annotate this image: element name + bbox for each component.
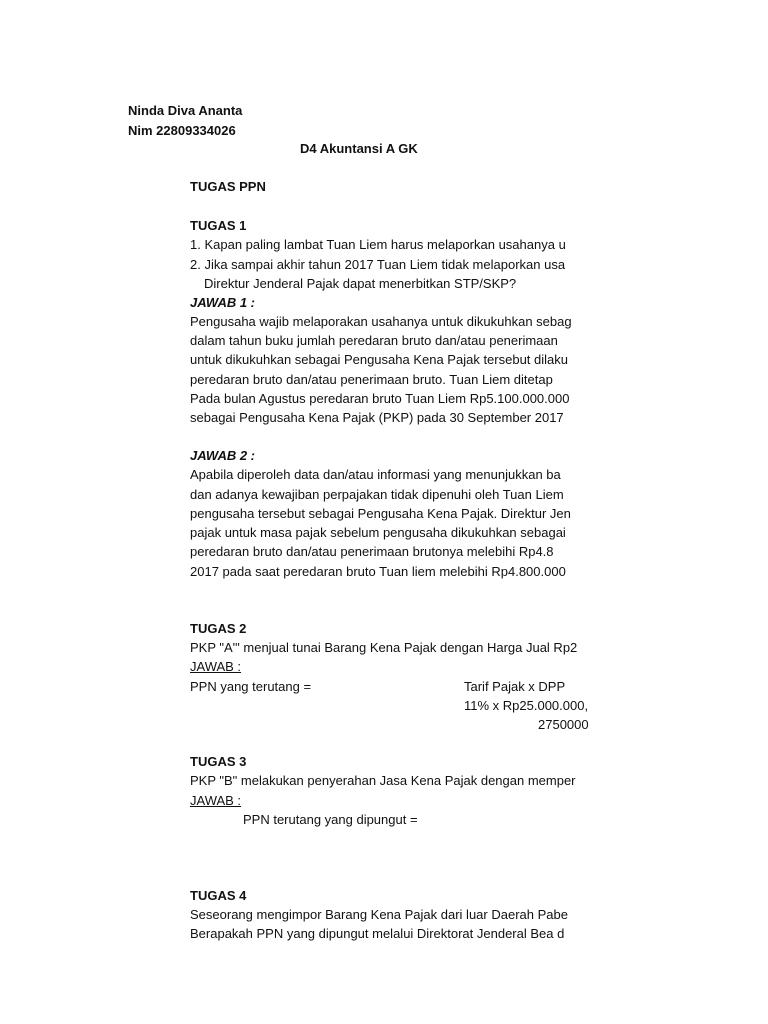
jawab2-line: pajak untuk masa pajak sebelum pengusaha dikukuhkan sebagai — [190, 525, 566, 540]
tugas2-formula: Tarif Pajak x DPP — [464, 679, 566, 694]
page-title: TUGAS PPN — [190, 179, 266, 194]
tugas2-heading: TUGAS 2 — [190, 621, 247, 636]
jawab1-line: Pada bulan Agustus peredaran bruto Tuan Liem Rp5.100.000.000 — [190, 391, 570, 406]
jawab2-line: pengusaha tersebut sebagai Pengusaha Kena Pajak. Direktur Jen — [190, 506, 571, 521]
tugas3-jawab-label: JAWAB : — [190, 793, 242, 808]
student-name: Ninda Diva Ananta — [128, 103, 243, 118]
tugas4-question-line-1: Seseorang mengimpor Barang Kena Pajak dari luar Daerah Pabe — [190, 907, 568, 922]
tugas4-heading: TUGAS 4 — [190, 888, 247, 903]
jawab2-line: 2017 pada saat peredaran bruto Tuan liem melebihi Rp4.800.000 — [190, 564, 566, 579]
tugas2-jawab-label: JAWAB : — [190, 659, 242, 674]
tugas2-result: 2750000 — [538, 717, 589, 732]
jawab1-line: peredaran bruto dan/atau penerimaan bruto. Tuan Liem ditetap — [190, 372, 553, 387]
jawab1-line: sebagai Pengusaha Kena Pajak (PKP) pada 30 September 2017 — [190, 410, 564, 425]
class-label: D4 Akuntansi A GK — [300, 141, 418, 156]
jawab2-line: peredaran bruto dan/atau penerimaan brutonya melebihi Rp4.8 — [190, 544, 554, 559]
jawab1-label: JAWAB 1 : — [190, 295, 256, 310]
jawab2-line: dan adanya kewajiban perpajakan tidak dipenuhi oleh Tuan Liem — [190, 487, 564, 502]
tugas1-question-2: 2. Jika sampai akhir tahun 2017 Tuan Liem tidak melaporkan usa — [190, 257, 566, 272]
jawab2-label: JAWAB 2 : — [190, 448, 256, 463]
tugas1-question-1: 1. Kapan paling lambat Tuan Liem harus melaporkan usahanya u — [190, 237, 566, 252]
jawab1-line: untuk dikukuhkan sebagai Pengusaha Kena Pajak tersebut dilaku — [190, 352, 568, 367]
tugas2-calculation: 11% x Rp25.000.000, — [464, 698, 589, 713]
tugas3-ppn-label: PPN terutang yang dipungut = — [243, 812, 418, 827]
tugas3-question: PKP "B" melakukan penyerahan Jasa Kena Pajak dengan memper — [190, 773, 576, 788]
tugas3-heading: TUGAS 3 — [190, 754, 247, 769]
tugas2-ppn-label: PPN yang terutang = — [190, 679, 312, 694]
tugas1-heading: TUGAS 1 — [190, 218, 247, 233]
tugas4-question-line-2: Berapakah PPN yang dipungut melalui Direktorat Jenderal Bea d — [190, 926, 565, 941]
jawab2-line: Apabila diperoleh data dan/atau informasi yang menunjukkan ba — [190, 467, 561, 482]
tugas2-question: PKP "A'" menjual tunai Barang Kena Pajak dengan Harga Jual Rp2 — [190, 640, 578, 655]
jawab1-line: Pengusaha wajib melaporakan usahanya untuk dikukuhkan sebag — [190, 314, 572, 329]
student-nim: Nim 22809334026 — [128, 123, 236, 138]
tugas1-question-2-cont: Direktur Jenderal Pajak dapat menerbitkan STP/SKP? — [204, 276, 517, 291]
jawab1-line: dalam tahun buku jumlah peredaran bruto dan/atau penerimaan — [190, 333, 558, 348]
